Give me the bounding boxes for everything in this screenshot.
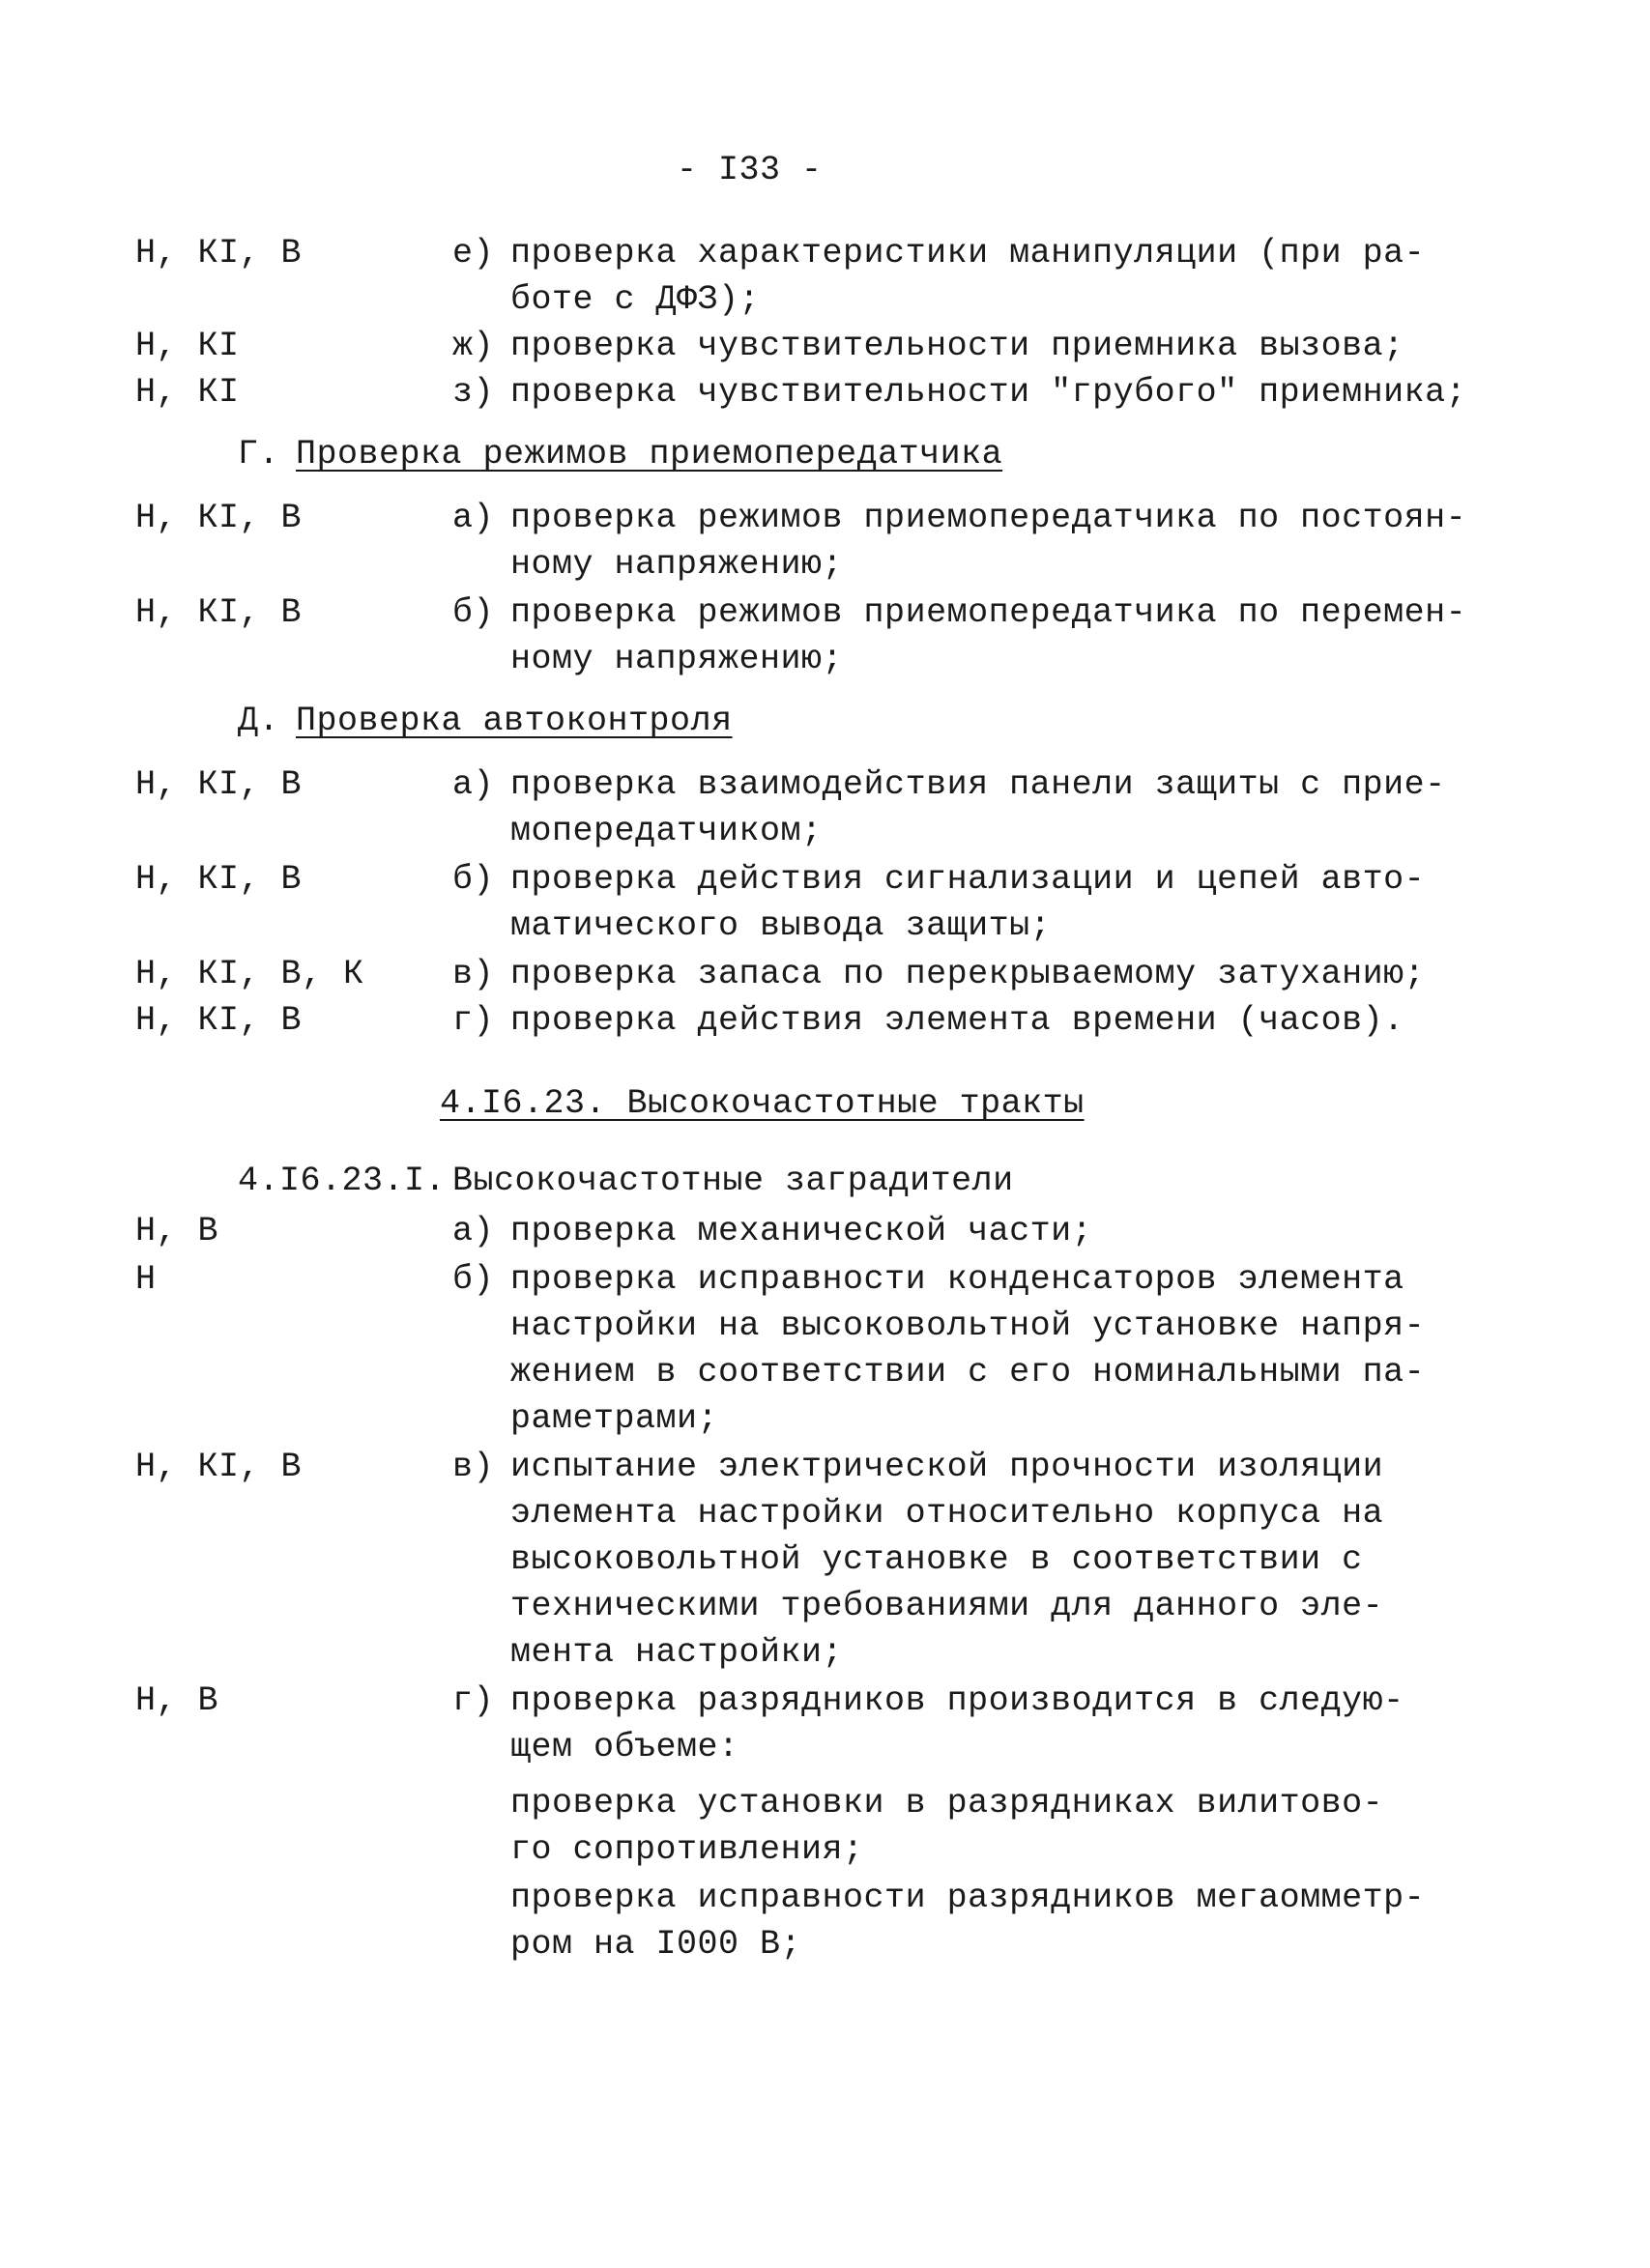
category-label: Н, КI, В <box>135 1001 303 1040</box>
item-text: проверка запаса по перекрываемому затуханию; <box>510 955 1426 993</box>
item-text: элемента настройки относительно корпуса на <box>510 1494 1384 1533</box>
category-label: Н, КI, В <box>135 1448 303 1486</box>
subsection-title: Высокочастотные заградители <box>452 1162 1014 1200</box>
page-number: - I33 - <box>677 151 823 189</box>
item-text: проверка чувствительности "грубого" приемника; <box>510 373 1467 412</box>
item-letter: е) <box>452 234 495 273</box>
item-text: высоковольтной установке в соответствии с <box>510 1540 1363 1579</box>
item-text: матического вывода защиты; <box>510 906 1052 945</box>
category-label: Н, КI, В <box>135 499 303 537</box>
category-label: Н, КI, В <box>135 234 303 273</box>
item-text: проверка исправности конденсаторов элемента <box>510 1260 1404 1299</box>
item-text: проверка исправности разрядников мегаомметр- <box>510 1879 1426 1917</box>
item-text: испытание электрической прочности изоляции <box>510 1448 1384 1486</box>
section-heading: Проверка режимов приемопередатчика <box>296 435 1003 474</box>
item-letter: б) <box>452 1260 495 1299</box>
section-letter: Д. <box>238 702 280 740</box>
item-text: мента настройки; <box>510 1633 844 1672</box>
item-text: ром на I000 В; <box>510 1925 802 1964</box>
item-text: мопередатчиком; <box>510 812 823 850</box>
item-text: проверка чувствительности приемника вызова; <box>510 327 1404 365</box>
item-text: настройки на высоковольтной установке напря- <box>510 1306 1426 1345</box>
item-text: жением в соответствии с его номинальными па- <box>510 1353 1426 1392</box>
item-text: проверка характеристики манипуляции (при ра- <box>510 234 1426 273</box>
item-text: раметрами; <box>510 1399 719 1438</box>
item-letter: г) <box>452 1001 495 1040</box>
item-letter: ж) <box>452 327 495 365</box>
category-label: Н, КI, В <box>135 860 303 899</box>
item-text: го сопротивления; <box>510 1830 864 1869</box>
item-text: проверка установки в разрядниках вилитово- <box>510 1784 1384 1823</box>
item-letter: б) <box>452 593 495 632</box>
section-letter: Г. <box>238 435 280 474</box>
section-heading: Проверка автоконтроля <box>296 702 733 740</box>
category-label: Н, В <box>135 1212 219 1250</box>
item-letter: в) <box>452 1448 495 1486</box>
section-title: 4.I6.23. Высокочастотные тракты <box>440 1084 1085 1123</box>
category-label: Н, КI, В <box>135 593 303 632</box>
item-text: проверка действия элемента времени (часов). <box>510 1001 1404 1040</box>
item-letter: г) <box>452 1681 495 1720</box>
item-text: техническими требованиями для данного эле- <box>510 1587 1384 1625</box>
category-label: Н, КI <box>135 373 240 412</box>
item-text: проверка взаимодействия панели защиты с прие- <box>510 765 1446 804</box>
item-letter: в) <box>452 955 495 993</box>
subsection-number: 4.I6.23.I. <box>238 1162 447 1200</box>
item-letter: з) <box>452 373 495 412</box>
category-label: Н, КI <box>135 327 240 365</box>
item-text: проверка механической части; <box>510 1212 1093 1250</box>
item-text: боте с ДФЗ); <box>510 280 761 319</box>
item-text: проверка режимов приемопередатчика по перемен- <box>510 593 1467 632</box>
item-letter: а) <box>452 765 495 804</box>
item-letter: а) <box>452 1212 495 1250</box>
item-text: ному напряжению; <box>510 640 844 678</box>
item-text: проверка разрядников производится в следую- <box>510 1681 1404 1720</box>
item-text: проверка режимов приемопередатчика по постоян- <box>510 499 1467 537</box>
category-label: Н, КI, В, К <box>135 955 364 993</box>
item-text: проверка действия сигнализации и цепей авто- <box>510 860 1426 899</box>
category-label: Н, В <box>135 1681 219 1720</box>
category-label: Н, КI, В <box>135 765 303 804</box>
item-letter: б) <box>452 860 495 899</box>
item-text: щем объеме: <box>510 1728 739 1766</box>
category-label: Н <box>135 1260 157 1299</box>
item-letter: а) <box>452 499 495 537</box>
item-text: ному напряжению; <box>510 545 844 584</box>
